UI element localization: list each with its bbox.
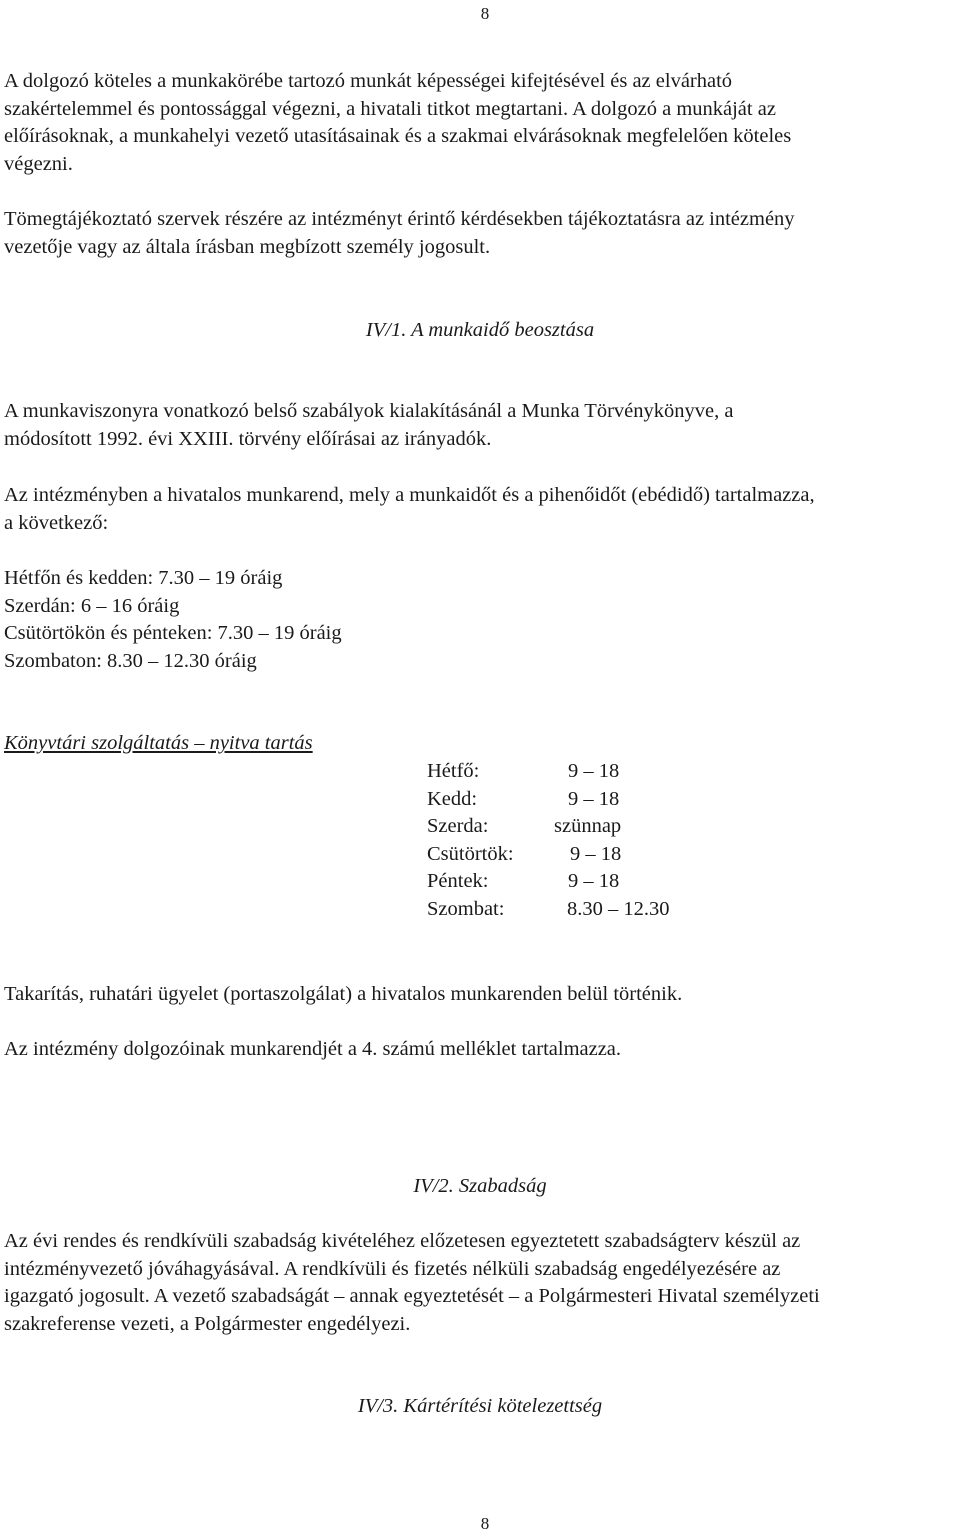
text-line: a következő: — [4, 511, 109, 534]
paragraph-media — [4, 206, 956, 261]
schedule-item: Csütörtökön és pénteken: 7.30 – 19 óráig — [4, 622, 342, 645]
library-day: Kedd: — [427, 787, 478, 810]
text-line: Az évi rendes és rendkívüli szabadság kivételéhez előzetesen egyeztetett szabadságterv készül az — [4, 1230, 801, 1252]
schedule-item: Szombaton: 8.30 – 12.30 óráig — [4, 649, 257, 672]
section-heading-liability: IV/3. Kártérítési kötelezettség — [357, 1395, 603, 1417]
text-line: Az intézményben a hivatalos munkarend, mely a munkaidőt és a pihenőidőt (ebédidő) tartalmazza, — [4, 484, 815, 506]
library-hours-title: Könyvtári szolgáltatás – nyitva tartás — [4, 732, 313, 754]
text-line: Takarítás, ruhatári ügyelet (portaszolgálat) a hivatalos munkarenden belül történik. — [4, 983, 683, 1005]
library-day: Hétfő: — [427, 760, 480, 782]
text-line: végezni. — [4, 152, 73, 175]
library-hours: 9 – 18 — [568, 760, 620, 782]
text-line: módosított 1992. évi XXIII. törvény előírásai az irányadók. — [4, 427, 492, 450]
library-day: Szerda: — [427, 815, 489, 838]
schedule-item: Hétfőn és kedden: 7.30 – 19 óráig — [4, 567, 283, 589]
schedule-item: Szerdán: 6 – 16 óráig — [4, 594, 180, 617]
library-day: Csütörtök: — [427, 842, 514, 865]
paragraph-work-schedule-intro — [4, 482, 956, 537]
text-line: intézményvezető jóváhagyásával. A rendkívüli és fizetés nélküli szabadság engedélyezésére az — [4, 1257, 781, 1280]
library-hours: 9 – 18 — [568, 787, 620, 810]
text-line: A dolgozó köteles a munkakörébe tartozó munkát képességei kifejtésével és az elvárható — [4, 70, 733, 92]
text-line: Az intézmény dolgozóinak munkarendjét a 4. számú melléklet tartalmazza. — [4, 1038, 622, 1060]
library-day: Péntek: — [427, 870, 489, 893]
section-heading-working-hours: IV/1. A munkaidő beosztása — [365, 319, 595, 341]
paragraph-leave — [4, 1228, 956, 1338]
paragraph-rules — [4, 398, 956, 453]
text-line: igazgató jogosult. A vezető szabadságát – annak egyeztetését – a Polgármesteri Hivatal személyzeti — [4, 1285, 820, 1308]
page-number-top: 8 — [480, 4, 490, 23]
text-line: szakreferense vezeti, a Polgármester engedélyezi. — [4, 1312, 411, 1335]
page-number-bottom: 8 — [480, 1514, 490, 1533]
library-hours: 9 – 18 — [570, 842, 622, 865]
work-schedule-list — [4, 565, 956, 675]
library-hours: 8.30 – 12.30 — [567, 897, 670, 920]
section-heading-leave: IV/2. Szabadság — [413, 1175, 547, 1197]
library-hours: 9 – 18 — [568, 870, 620, 893]
text-line: előírásoknak, a munkahelyi vezető utasításainak és a szakmai elvárásoknak megfelelően köteles — [4, 125, 792, 148]
library-day: Szombat: — [427, 897, 505, 920]
library-hours: szünnap — [554, 815, 622, 838]
text-line: szakértelemmel és pontossággal végezni, a hivatali titkot megtartani. A dolgozó a munkáját az — [4, 97, 776, 120]
paragraph-staff-schedule — [4, 1036, 956, 1064]
paragraph-duties — [4, 68, 956, 178]
text-line: Tömegtájékoztató szervek részére az intézményt érintő kérdésekben tájékoztatásra az intézmény — [4, 208, 795, 230]
paragraph-cleaning — [4, 981, 956, 1009]
text-line: vezetője vagy az általa írásban megbízott személy jogosult. — [4, 235, 491, 258]
text-line: A munkaviszonyra vonatkozó belső szabályok kialakításánál a Munka Törvénykönyve, a — [4, 400, 734, 422]
